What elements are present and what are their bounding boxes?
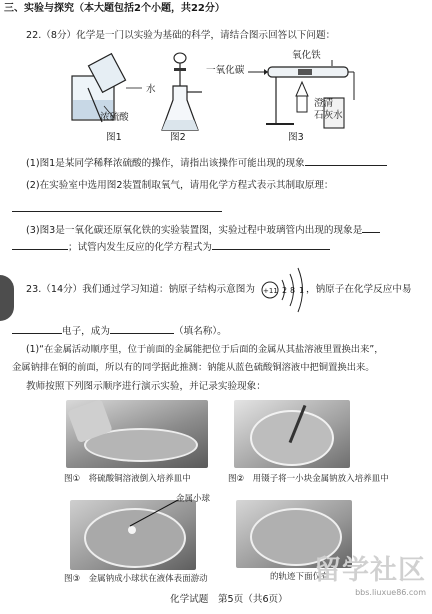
q22-part2: (2)在实验室中选用图2装置制取氧气，请用化学方程式表示其制取原理： — [26, 180, 334, 191]
photo-1-caption: 图① 将硫酸铜溶液倒入培养皿中 — [64, 474, 191, 484]
fig3-label-co: 一氧化碳 — [206, 65, 245, 76]
watermark-logo-text: 留学社区 — [314, 555, 426, 586]
q23-stem-c: 电子，成为 （填名称）。 — [12, 324, 227, 338]
q23-p1-line1: (1)“在金属活动顺序里，位于前面的金属能把位于后面的金属从其盐溶液里置换出来”， — [26, 344, 384, 355]
fig3-label-lime1: 澄清 — [314, 98, 334, 109]
q22-part3b: ；试管内发生反应的化学方程式为 — [12, 240, 330, 254]
watermark — [304, 554, 426, 604]
photo-3-label: 金属小球 — [176, 494, 211, 504]
atom-shell-3: 1 — [299, 286, 305, 295]
answer-blank-22-3a[interactable] — [362, 223, 380, 233]
photo-1-pour-solution — [66, 400, 208, 468]
answer-blank-22-3b[interactable] — [12, 240, 68, 250]
watermark-url: bbs.liuxue86.com — [355, 587, 426, 597]
q22-part1: (1)图1是某同学稀释浓硫酸的操作，请指出该操作可能出现的现象 — [26, 156, 387, 170]
fig3-label-feo: 氧化铁 — [292, 50, 321, 61]
fig1-caption: 图1 — [106, 132, 122, 143]
figure-2-flask — [158, 50, 204, 136]
section-title: 三、实验与探究（本大题包括2个小题，共22分） — [4, 3, 225, 14]
figure-1-dilution — [62, 48, 158, 138]
answer-blank-22-3c[interactable] — [212, 240, 330, 250]
q23-p1-line2: 金属钠排在铜的前面，所以有的同学据此推测：钠能从蓝色硫酸铜溶液中把铜置换出来。 — [12, 362, 375, 373]
photo-2-add-sodium — [234, 400, 350, 468]
fig3-caption: 图3 — [288, 132, 304, 143]
q23-stem-a: 23.（14分）我们通过学习知道：钠原子结构示意图为 — [26, 284, 255, 295]
photo-4-caption: 的轨迹下面仅有 — [270, 572, 330, 582]
fig1-label-acid: 浓硫酸 — [100, 112, 129, 123]
atom-shell-1: 2 — [282, 286, 288, 295]
photo-3-caption: 图③ 金属钠成小球状在液体表面游动 — [64, 574, 208, 584]
answer-blank-23-1[interactable] — [12, 324, 62, 334]
side-scroll-handle[interactable] — [0, 275, 14, 321]
fig1-label-water: 水 — [146, 84, 156, 95]
figure-3-apparatus — [246, 56, 366, 138]
photo-3-pointer — [128, 498, 180, 528]
photo-2-caption: 图② 用镊子将一小块金属钠放入培养皿中 — [228, 474, 389, 484]
atom-nucleus: +11 — [263, 287, 278, 295]
fig3-label-lime2: 石灰水 — [314, 110, 343, 121]
answer-blank-22-2[interactable] — [12, 202, 222, 216]
atom-shell-2: 8 — [290, 286, 296, 295]
q22-part3a: (3)图3是一氧化碳还原氧化铁的实验装置图，实验过程中玻璃管内出现的现象是 — [26, 223, 380, 237]
q23-stem-b: ，钠原子在化学反应中易 — [306, 284, 412, 295]
answer-blank-23-2[interactable] — [110, 324, 174, 334]
q23-p1-line3: 教师按照下列图示顺序进行演示实验，并记录实验现象： — [26, 381, 266, 392]
answer-blank-22-1[interactable] — [305, 156, 387, 166]
q22-stem: 22.（8分）化学是一门以实验为基础的科学，请结合图示回答以下问题： — [26, 30, 336, 41]
page-footer: 化学试题 第5页（共6页） — [170, 594, 288, 605]
fig2-caption: 图2 — [170, 132, 186, 143]
